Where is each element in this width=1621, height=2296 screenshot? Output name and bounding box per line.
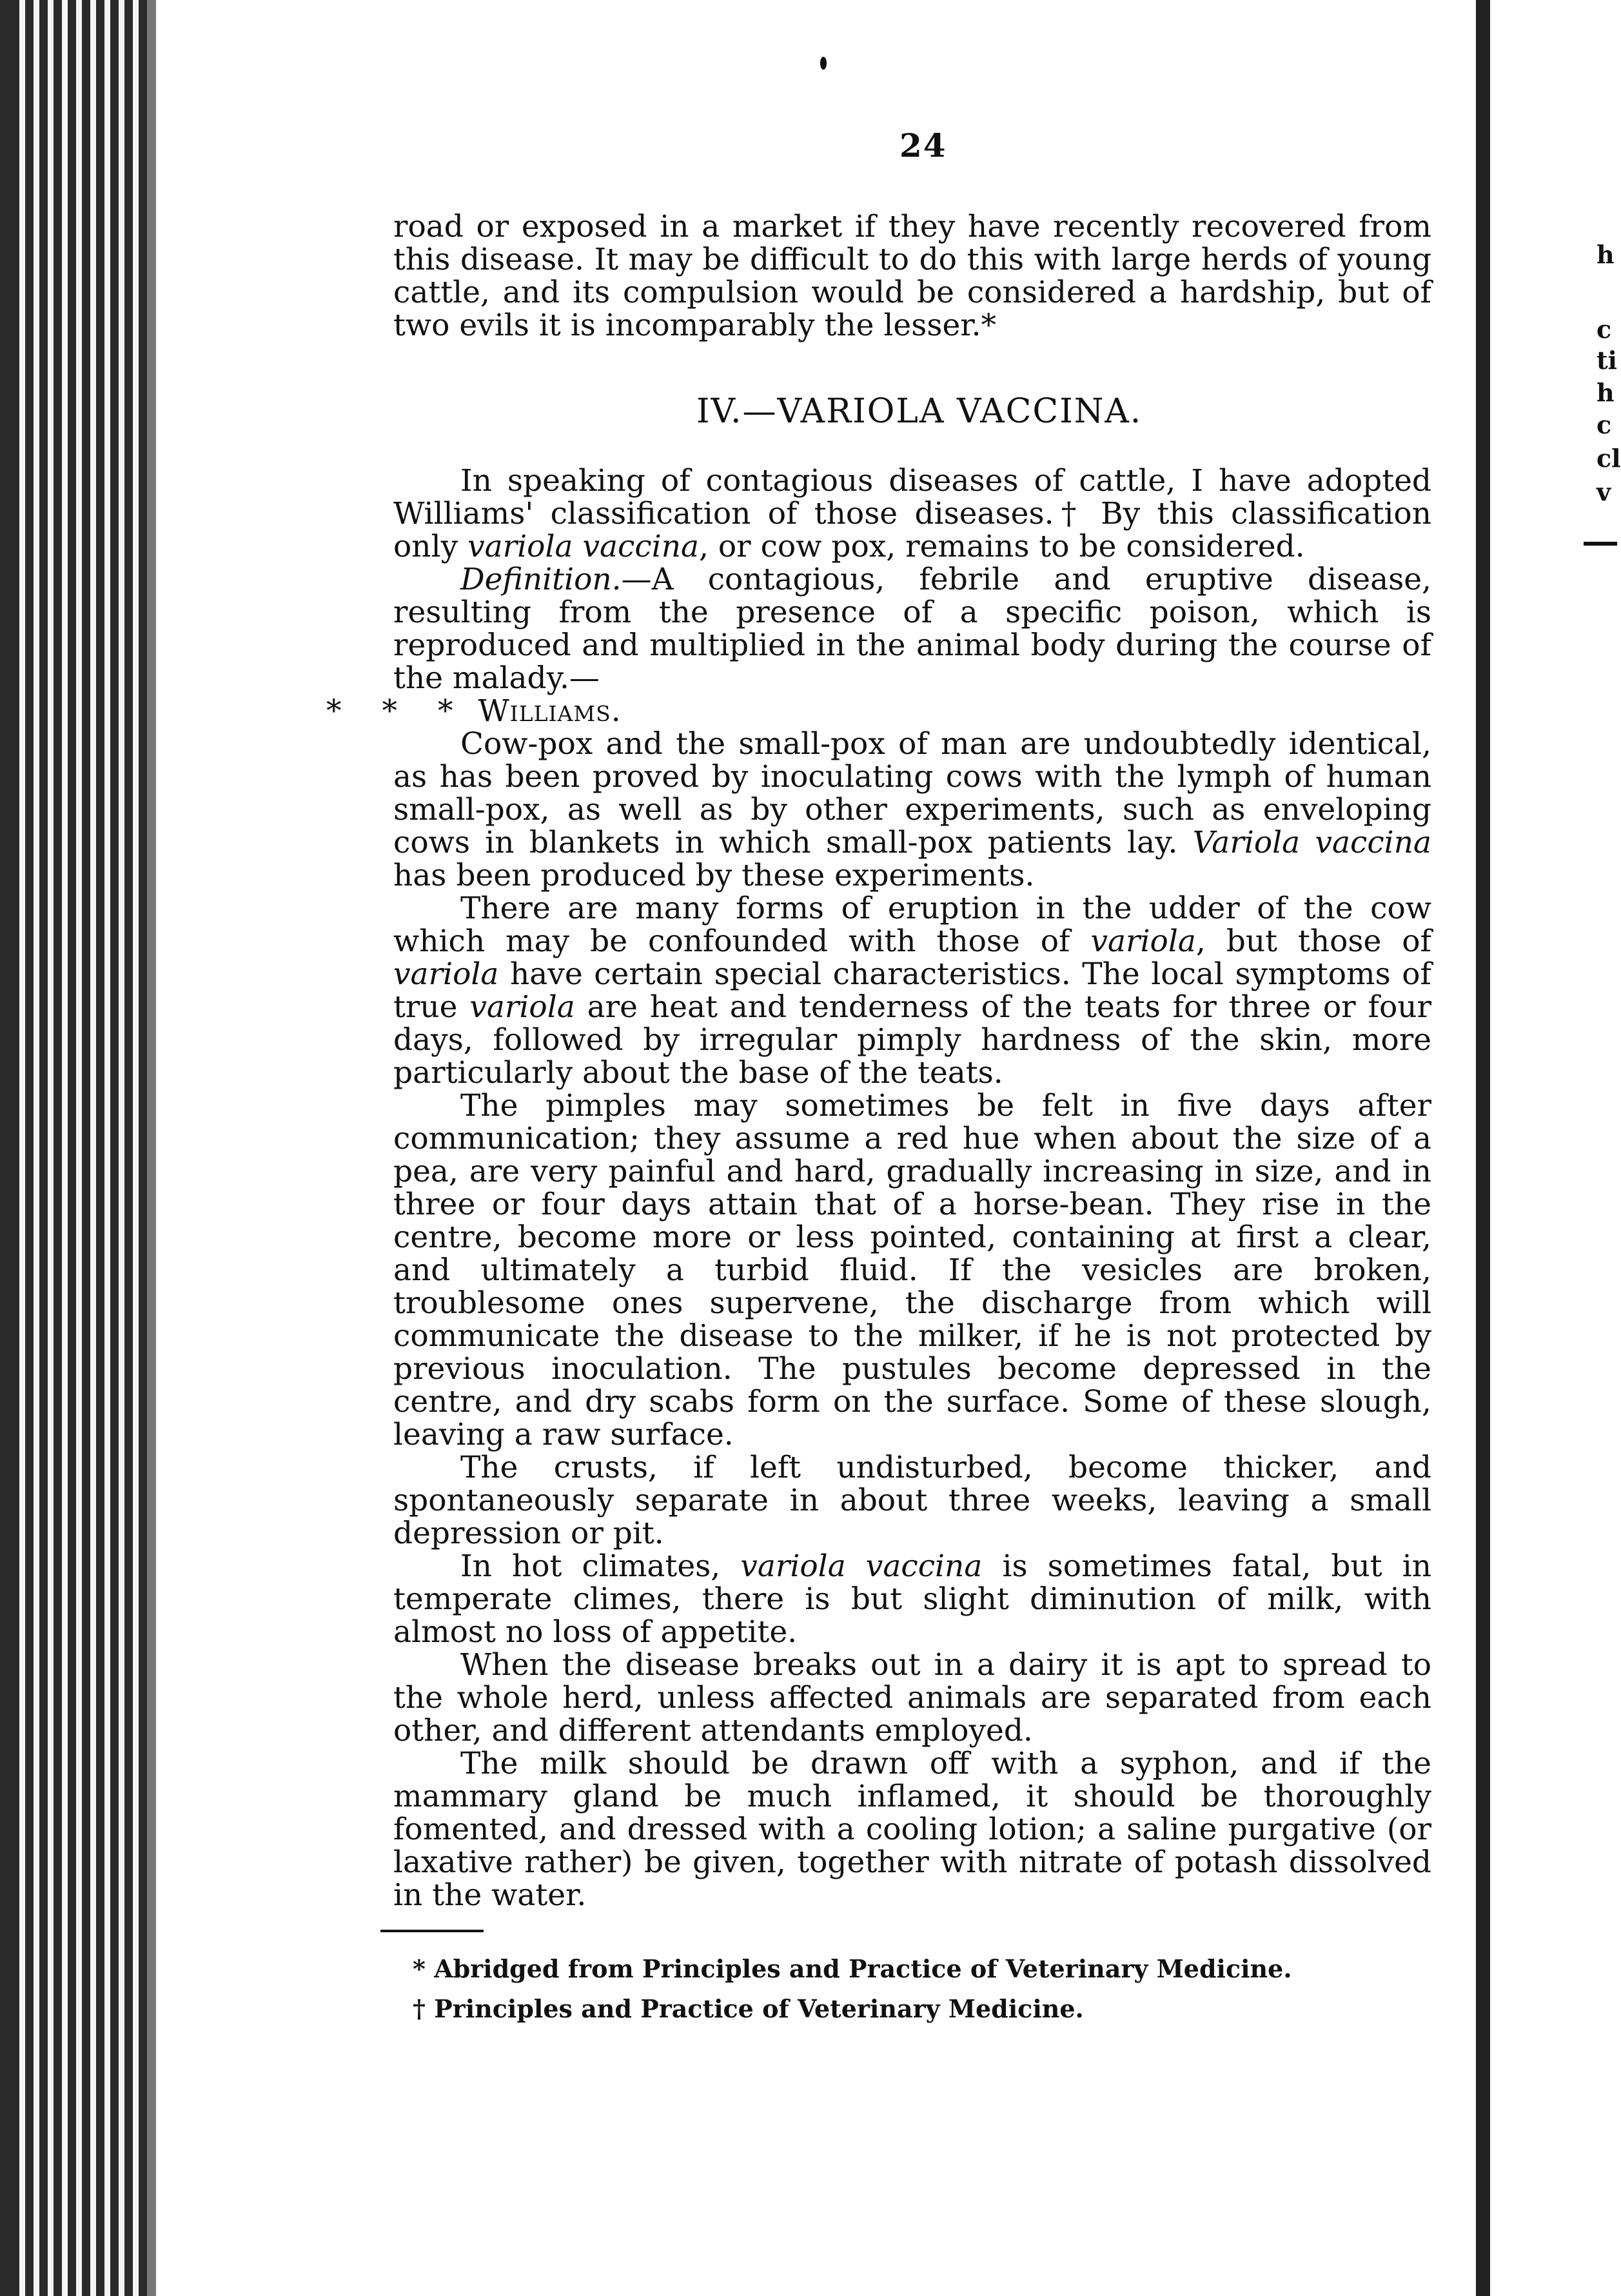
text-run: In speaking of contagious diseases of cattle, I have adopted Williams' classification of those diseases.† By this classification only [393,463,1431,564]
text-run: , but those of [1195,924,1431,959]
text-run: * * * [326,693,469,729]
footnote: † Principles and Practice of Veterinary Medicine. [413,1994,1084,2023]
page-edge-strip [48,0,54,2296]
italic-term: variola vaccina [740,1549,983,1584]
page-edge-strip [133,0,139,2296]
italic-term: variola [469,989,575,1025]
footnote-rule [380,1930,484,1932]
facing-page-text: c [1596,315,1612,344]
italic-term: variola [1090,924,1196,959]
paragraph: When the disease breaks out in a dairy it is apt to spread to the whole herd, unless affected animals are separated from each other, and different attendants employed. [393,1647,1431,1748]
page-number: 24 [899,126,947,164]
text-run: , or cow pox, remains to be considered. [699,529,1305,564]
paragraph-text: road or exposed in a market if they have recently recovered from this disease. It may be difficult to do this with large herds of young cattle, and its compulsion would be considered a hardship, but of two evils it is incomparably the lesser.* [393,209,1431,343]
text-run: is sometimes fatal, but in temperate climes, there is but slight diminution of milk, with almost no loss of appetite. [393,1549,1431,1650]
text-run: In hot climates, [460,1549,741,1584]
paragraph [393,1550,1431,1648]
italic-term: Variola vaccina [1192,825,1431,860]
text-run: Cow-pox and the small-pox of man are undoubtedly identical, as has been proved by inoculating cows with the lymph of human small-pox, as well as by other experiments, such as enveloping cows in blankets in which small-pox patients lay. [393,726,1431,860]
paragraph [393,727,1431,892]
facing-page-rule [1584,542,1617,546]
facing-page-text: c [1596,410,1612,439]
author-name: Williams. [478,693,622,729]
paragraph [326,562,1431,729]
italic-term: Definition. [460,562,622,597]
ink-mark [820,57,827,70]
facing-page-text: cl [1596,444,1621,473]
paragraph: The milk should be drawn off with a syphon, and if the mammary gland be much inflamed, it should be thoroughly fomented, and dressed with a cooling lotion; a saline purgative (or laxative rather) be given, together with nitrate of potash dissolved in the water. [393,1746,1431,1913]
text-run: are heat and tenderness of the teats for three or four days, followed by irregular pimply hardness of the skin, more particularly about the base of the teats. [393,989,1431,1091]
page-edge-strip [62,0,68,2296]
paragraph: The pimples may sometimes be felt in five days after communication; they assume a red hue when about the size of a pea, are very painful and hard, gradually increasing in size, and in three or four days attain that of a horse-bean. They rise in the centre, become more or less pointed, containing at first a clear, and ultimately a turbid fluid. If the vesicles are broken, troublesome ones supervene, the discharge from which will communicate the disease to the milker, if he is not protected by previous inoculation. The pustules become depressed in the centre, and dry scabs form on the surface. Some of these slough, leaving a raw surface. [393,1088,1431,1452]
italic-term: variola [393,956,499,992]
footnote: * Abridged from Principles and Practice of Veterinary Medicine. [413,1954,1292,1983]
facing-page-text: h [1596,378,1615,407]
body-text [326,463,1431,1913]
section-heading: IV.—VARIOLA VACCINA. [696,392,1143,431]
text-run: has been produced by these experiments. [393,858,1035,893]
page-edge-strip [34,0,39,2296]
facing-page-text: ti [1596,346,1617,375]
facing-page-text: h [1596,240,1615,269]
text-run: —A contagious, febrile and eruptive disease, resulting from the presence of a specific poison, which is reproduced and multiplied in the animal body during the course of the malady.— [393,562,1431,696]
text-run: There are many forms of eruption in the udder of the cow which may be confounded with those of [393,891,1431,959]
facing-page-text: v [1596,477,1611,506]
page-edge-strip [119,0,124,2296]
page-divider [1476,0,1490,2296]
paragraph [393,892,1431,1089]
page-edge-strip [76,0,82,2296]
italic-term: variola vaccina [467,529,699,564]
page-gutter-shadow [147,0,156,2296]
page-edge-strip [90,0,96,2296]
facing-page [1490,0,1617,2296]
intro-paragraph [393,210,1431,342]
paragraph [393,464,1431,563]
page-edge-strip [104,0,110,2296]
page-edge-strip [19,0,25,2296]
paragraph: The crusts, if left undisturbed, become thicker, and spontaneously separate in about three weeks, leaving a small depression or pit. [393,1450,1431,1551]
text-run: have certain special characteristics. The local symptoms of true [393,956,1431,1025]
